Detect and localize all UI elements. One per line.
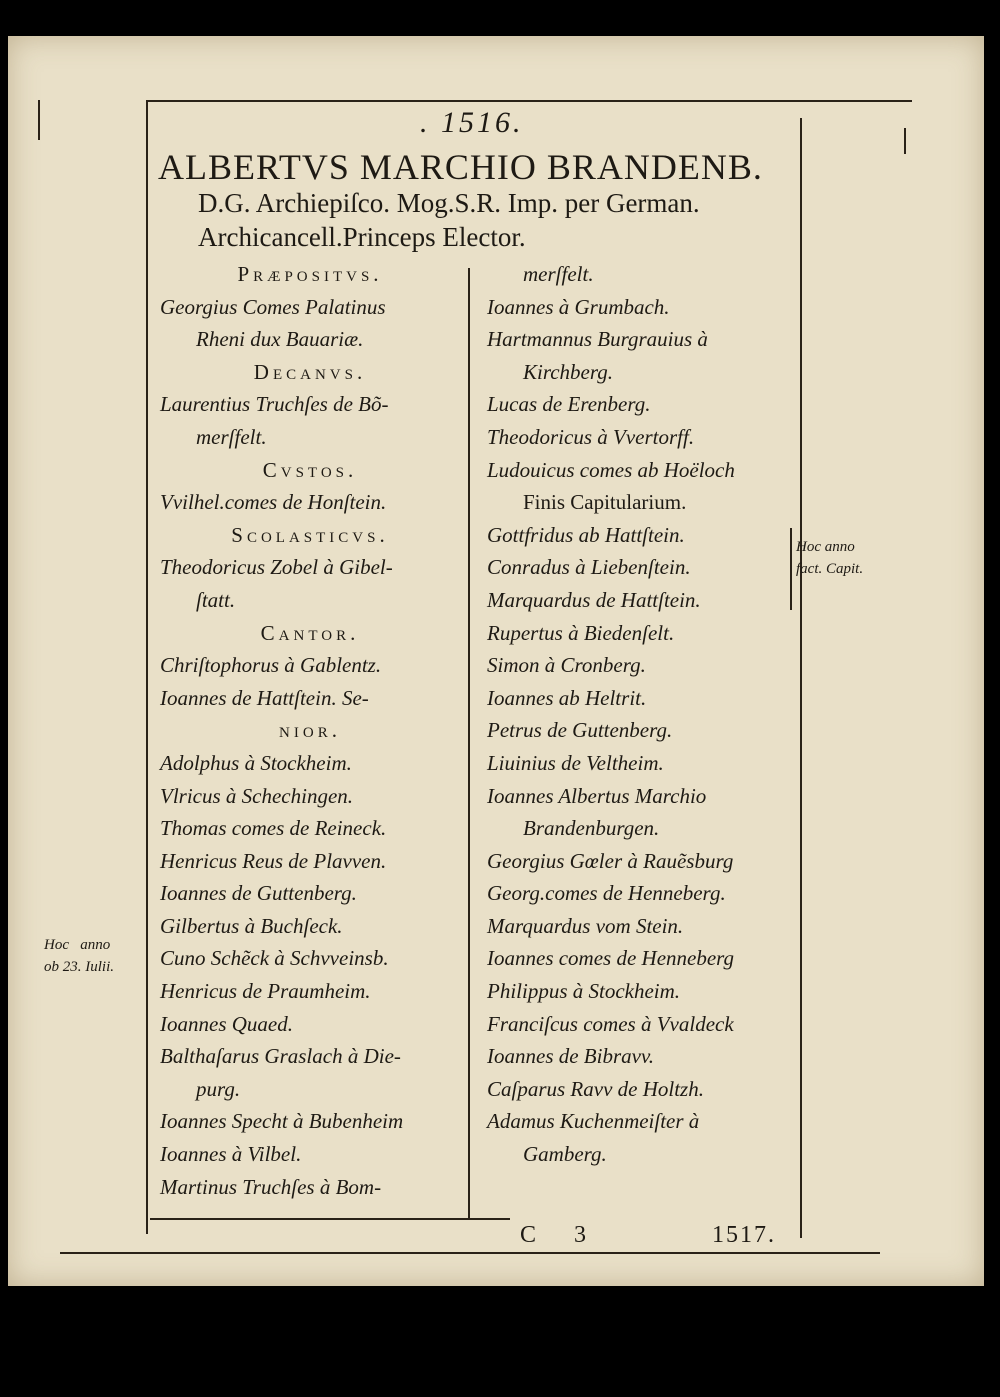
name-entry: Georgius Gœler à Rauẽsburg [487,848,734,873]
name-entry: Rheni dux Bauariæ. [196,327,364,352]
page-title: ALBERTVS MARCHIO BRANDENB. [158,147,763,187]
name-entry: Petrus de Guttenberg. [487,718,673,743]
name-entry: Kirchberg. [523,359,614,384]
name-entry: Simon à Cronberg. [487,653,646,678]
name-entry: Gilbertus à Buchſeck. [160,913,343,938]
name-entry: Vvilhel.comes de Honſtein. [160,490,387,515]
name-entry: Ioannes de Hattſtein. Se- [160,685,369,710]
name-entry: merſfelt. [523,262,594,286]
name-entry: Liuinius de Veltheim. [487,750,664,775]
catchword: 1517. [712,1222,776,1248]
name-entry: Rupertus à Biedenſelt. [487,620,675,645]
name-entry: Lucas de Erenberg. [487,392,651,417]
name-entry: Henricus de Praumheim. [160,979,371,1004]
name-entry: Ioannes comes de Henneberg [487,946,735,971]
name-entry: merſfelt. [196,424,267,449]
name-entry: Ioannes Quaed. [160,1011,293,1036]
name-entry: purg. [196,1076,241,1101]
name-entry: Gamberg. [523,1142,607,1167]
name-entry: Gottfridus ab Hattſtein. [487,522,685,547]
name-entry: Finis Capitularium. [523,490,687,515]
name-entry: Georg.comes de Henneberg. [487,881,726,906]
column-divider [468,268,470,1218]
name-entry: Marquardus vom Stein. [487,913,684,938]
name-entry: Franciſcus comes à Vvaldeck [487,1011,734,1036]
name-entry: Ioannes de Bibravv. [487,1044,654,1069]
name-entry: Adamus Kuchenmeiſter à [487,1109,700,1134]
name-entry: Ioannes à Vilbel. [160,1142,302,1167]
footer-rule [60,1252,880,1254]
margin-note-line: fact. Capit. [796,561,864,577]
right-name-column [487,258,797,1171]
name-entry: ſtatt. [196,587,236,612]
name-entry: Conradus à Liebenſtein. [487,555,691,580]
margin-note-line: ob 23. Iulii. [44,959,114,975]
margin-note-line: Hoc anno [44,937,111,953]
name-entry: Ioannes de Guttenberg. [160,881,357,906]
margin-note-line: Hoc anno [796,539,855,555]
office-heading: nior. [279,718,341,743]
left-border-rule [146,100,148,1234]
right-margin-note [796,536,863,580]
name-entry: Thomas comes de Reineck. [160,816,387,841]
name-entry: Ioannes Albertus Marchio [487,783,707,808]
office-heading: Decanvs. [253,359,367,384]
left-outer-mark [38,100,40,140]
right-outer-mark [904,128,906,154]
office-heading: Præpositvs. [237,262,383,286]
name-entry: Marquardus de Hattſtein. [487,587,701,612]
office-heading: Cvstos. [262,457,358,482]
name-entry: Theodoricus à Vvertorff. [487,424,695,449]
name-entry: Georgius Comes Palatinus [160,294,386,319]
name-entry: Hartmannus Burgrauius à [487,327,708,352]
left-name-column [160,258,460,1203]
name-entry: Ioannes à Grumbach. [487,294,670,319]
name-entry: Ioannes ab Heltrit. [487,685,647,710]
top-rule [148,100,912,102]
signature-mark: C 3 [520,1222,603,1248]
right-border-rule [800,118,802,1238]
name-entry: Adolphus à Stockheim. [160,750,352,775]
name-entry: Ioannes Specht à Bubenheim [160,1109,404,1134]
title-subtitle-line-2: Archicancell.Princeps Elector. [198,222,526,252]
name-entry: Brandenburgen. [523,816,660,841]
name-entry: Cuno Schẽck à Schvveinsb. [160,946,389,971]
name-entry: Laurentius Truchſes de Bõ- [160,392,389,417]
name-entry: Balthaſarus Graslach à Die- [160,1044,401,1069]
name-entry: Martinus Truchſes à Bom- [160,1174,382,1199]
office-heading: Scolasticvs. [231,522,389,547]
page-year: . 1516. [420,106,524,139]
name-entry: Vlricus à Schechingen. [160,783,354,808]
name-entry: Ludouicus comes ab Hoëloch [487,457,735,482]
left-margin-note [44,934,114,978]
name-entry: Theodoricus Zobel à Gibel- [160,555,393,580]
name-entry: Chriſtophorus à Gablentz. [160,653,382,678]
title-subtitle-line-1: D.G. Archiepiſco. Mog.S.R. Imp. per German. [198,188,700,218]
name-entry: Caſparus Ravv de Holtzh. [487,1076,704,1101]
name-entry: Philippus à Stockheim. [487,979,681,1004]
name-entry: Henricus Reus de Plavven. [160,848,387,873]
office-heading: Cantor. [260,620,360,645]
bottom-column-rule [150,1218,510,1220]
